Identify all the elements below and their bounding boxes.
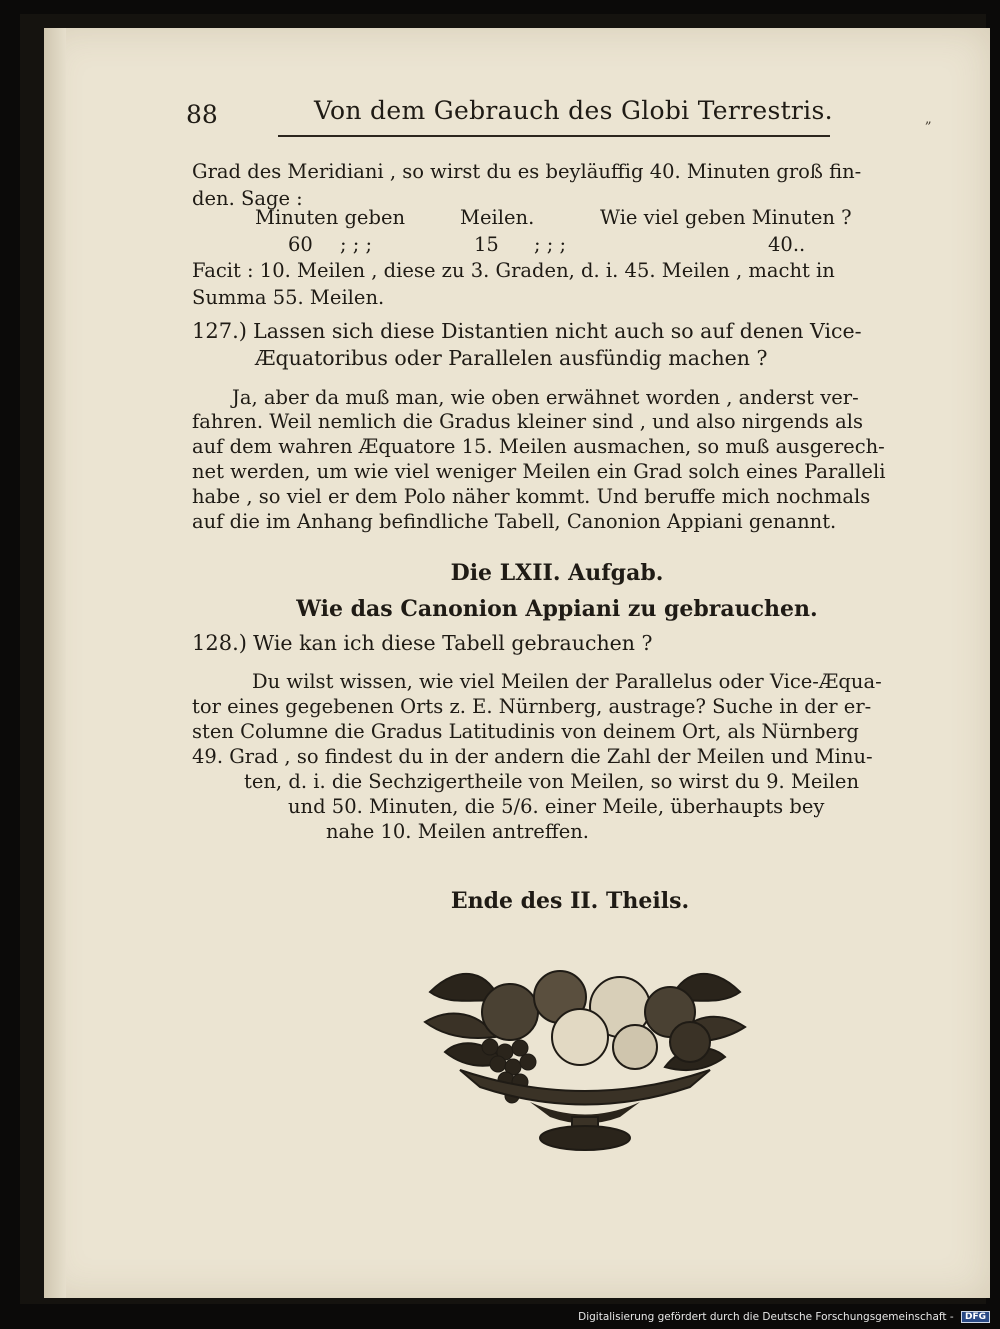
question-text: Wie kan ich diese Tabell gebrauchen ? <box>253 631 653 655</box>
sage-col3-header: Wie viel geben Minuten ? <box>600 206 852 229</box>
credit-text: Digitalisierung gefördert durch die Deutsche Forschungsgemeinschaft - <box>578 1311 954 1323</box>
body-line: den. Sage : <box>192 187 303 210</box>
question-number: 127.) <box>192 319 247 343</box>
answer-line: 49. Grad , so findest du in der andern die Zahl der Meilen und Minu- <box>192 745 873 768</box>
sage-table-values <box>288 233 806 256</box>
section-subheading: Wie das Canonion Appiani zu gebrauchen. <box>296 596 818 622</box>
fruit-bowl-ornament <box>420 952 750 1154</box>
answer-line: nahe 10. Meilen antreffen. <box>326 820 590 843</box>
answer-line: tor eines gegebenen Orts z. E. Nürnberg, austrage? Suche in der er- <box>192 695 872 718</box>
question-127 <box>192 318 922 345</box>
sage-val2: 15 <box>474 233 499 256</box>
question-128 <box>192 630 922 657</box>
sage-val1: 60 <box>288 233 313 256</box>
answer-line: auf die im Anhang befindliche Tabell, Canonion Appiani genannt. <box>192 510 837 533</box>
running-head <box>186 96 833 136</box>
margin-mark: „ <box>925 112 932 127</box>
answer-line: und 50. Minuten, die 5/6. einer Meile, überhaupts bey <box>288 795 825 818</box>
sage-dots-1: ; ; ; <box>340 233 373 256</box>
page-gutter <box>44 28 66 1298</box>
body-line: Facit : 10. Meilen , diese zu 3. Graden, d. i. 45. Meilen , macht in <box>192 259 835 282</box>
answer-line: Du wilst wissen, wie viel Meilen der Parallelus oder Vice-Æqua- <box>252 670 882 693</box>
answer-line: ten, d. i. die Sechzigertheile von Meilen, so wirst du 9. Meilen <box>244 770 860 793</box>
running-head-title: Von dem Gebrauch des Globi Terrestris. <box>314 96 833 125</box>
answer-line: fahren. Weil nemlich die Gradus kleiner sind , und also nirgends als <box>192 410 864 433</box>
sage-dots-2: ; ; ; <box>534 233 567 256</box>
sage-col1-header: Minuten geben <box>255 206 406 229</box>
end-note: Ende des II. Theils. <box>450 888 690 914</box>
dfg-logo: DFG <box>961 1311 990 1323</box>
question-text: Lassen sich diese Distantien nicht auch so auf denen Vice- <box>253 319 862 343</box>
header-rule <box>278 135 830 137</box>
answer-line: net werden, um wie viel weniger Meilen ein Grad solch eines Paralleli <box>192 460 886 483</box>
body-line: Grad des Meridiani , so wirst du es beyläuffig 40. Minuten groß fin- <box>192 160 862 183</box>
sage-col2-header: Meilen. <box>460 206 535 229</box>
answer-line: habe , so viel er dem Polo näher kommt. Und beruffe mich nochmals <box>192 485 871 508</box>
sage-val3: 40.. <box>768 233 806 256</box>
answer-line: auf dem wahren Æquatore 15. Meilen ausmachen, so muß ausgerech- <box>192 435 885 458</box>
question-number: 128.) <box>192 631 247 655</box>
sage-table-headers <box>255 206 852 229</box>
body-line: Summa 55. Meilen. <box>192 286 385 309</box>
section-heading: Die LXII. Aufgab. <box>450 560 664 586</box>
page-number: 88 <box>186 100 218 129</box>
digitization-credit <box>578 1311 990 1323</box>
answer-line: sten Columne die Gradus Latitudinis von deinem Ort, als Nürnberg <box>192 720 859 743</box>
answer-line: Ja, aber da muß man, wie oben erwähnet worden , anderst ver- <box>232 386 859 409</box>
question-text: Æquatoribus oder Parallelen ausfündig machen ? <box>255 346 768 370</box>
